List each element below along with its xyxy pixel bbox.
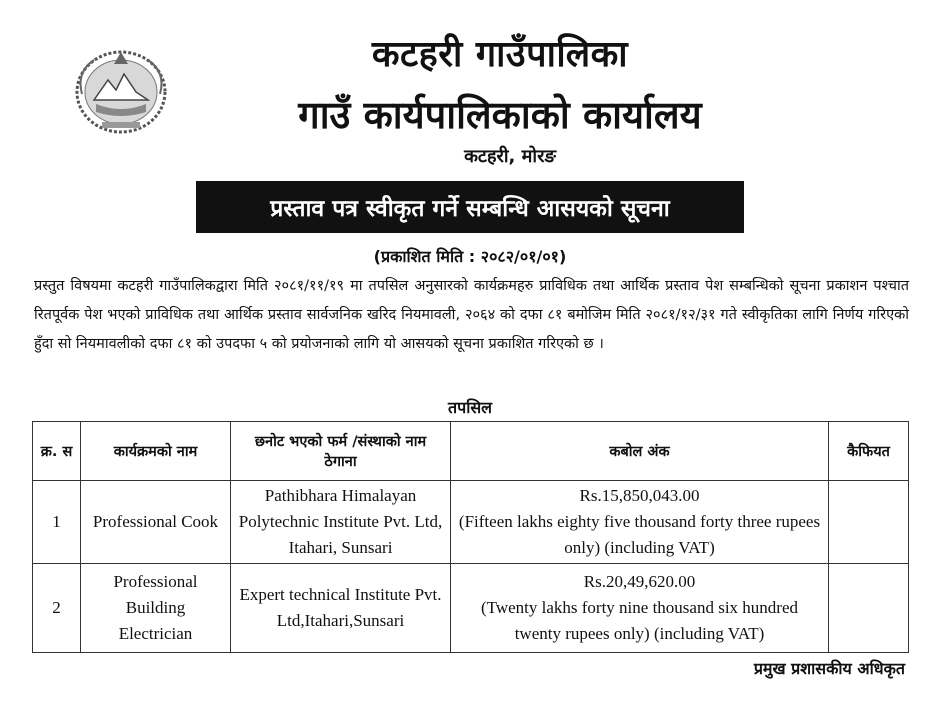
bid-amount: Rs.15,850,043.00 <box>579 486 700 505</box>
cell-firm: Pathibhara Himalayan Polytechnic Institute Pvt. Ltd, Itahari, Sunsari <box>231 481 451 564</box>
cell-bid <box>451 481 829 564</box>
notice-title: प्रस्ताव पत्र स्वीकृत गर्ने सम्बन्धि आसयको सूचना <box>270 196 670 222</box>
cell-sn: 1 <box>33 481 81 564</box>
notice-title-banner <box>196 181 744 233</box>
cell-firm: Expert technical Institute Pvt. Ltd,Itahari,Sunsari <box>231 564 451 653</box>
table-header-row <box>33 422 909 481</box>
bid-amount-words: (Fifteen lakhs eighty five thousand forty three rupees only) (including VAT) <box>458 512 821 557</box>
schedule-title: तपसिल <box>447 398 493 417</box>
col-header-sn: क्र. स <box>33 422 81 481</box>
col-header-remarks: कैफियत <box>829 422 909 481</box>
signature-title: प्रमुख प्रशासकीय अधिकृत <box>753 659 905 678</box>
table-row <box>33 564 909 653</box>
cell-remarks <box>829 564 909 653</box>
notice-body: प्रस्तुत विषयमा कटहरी गाउँपालिकद्वारा मिति २०८१/११/१९ मा तपसिल अनुसारको कार्यक्रमहरु प्राविधिक तथा आर्थिक प्रस्ताव पेश सम्बन्धिको सूचना प्रकाशन पश्चात रितपूर्वक पेश भएको प्राविधिक तथा आर्थिक प्रस्ताव सार्वजनिक खरिद नियमावली, २०६४ को दफा ८१ बमोजिम मिति २०८१/१२/३१ गते स्वीकृतिका लागि निर्णय गरिएको हुँदा सो नियमावलीको दफा ८१ को उपदफा ५ को प्रयोजनाको लागि यो आसयको सूचना प्रकाशित गरिएको छ । <box>34 278 909 352</box>
cell-sn: 2 <box>33 564 81 653</box>
cell-program: Professional Cook <box>81 481 231 564</box>
col-header-bid: कबोल अंक <box>451 422 829 481</box>
bid-amount-words: (Twenty lakhs forty nine thousand six hundred twenty rupees only) (including VAT) <box>480 598 799 643</box>
office-location: कटहरी, मोरङ <box>464 146 556 167</box>
office-name: कटहरी गाउँपालिका <box>371 34 629 75</box>
bid-amount: Rs.20,49,620.00 <box>583 572 696 591</box>
col-header-program: कार्यक्रमको नाम <box>81 422 231 481</box>
table-row <box>33 481 909 564</box>
cell-bid <box>451 564 829 653</box>
published-date: (प्रकाशित मिति : २०८२/०१/०१) <box>373 247 567 266</box>
cell-remarks <box>829 481 909 564</box>
cell-program: Professional Building Electrician <box>81 564 231 653</box>
office-title: गाउँ कार्यपालिकाको कार्यालय <box>298 93 702 137</box>
nepal-emblem-logo <box>66 42 176 138</box>
col-header-firm: छनोट भएको फर्म /संस्थाको नाम ठेगाना <box>231 422 451 481</box>
schedule-table <box>32 421 909 653</box>
